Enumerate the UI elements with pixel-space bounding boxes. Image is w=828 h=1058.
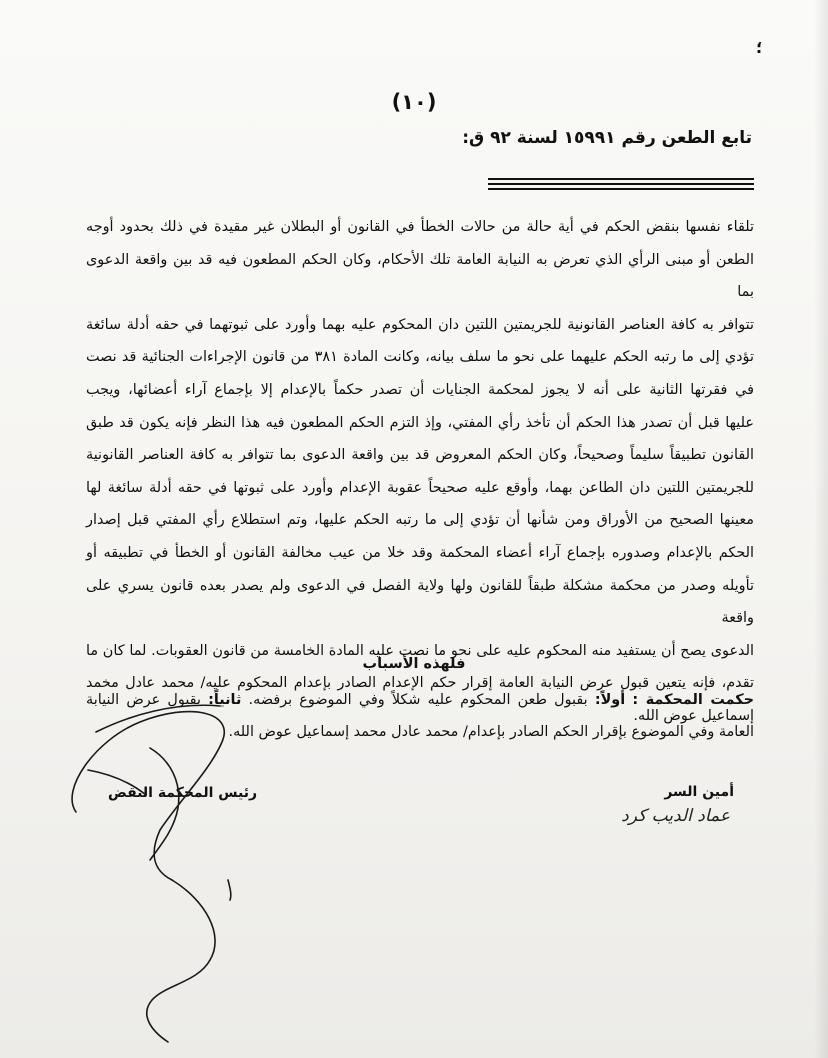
body-line: عليها قبل أن تصدر هذا الحكم أن تأخذ رأي المفتي، وإذ التزم الحكم المطعون فيه هذا النظر فإنه يكون قد طبق [86, 414, 754, 431]
body-line: الدعوى يصح أن يستفيد منه المحكوم عليه على نحو ما نصت عليه المادة الخامسة من قانون العقوبات. لما كان ما [86, 642, 754, 659]
signature-stroke [72, 712, 224, 880]
body-line: الحكم بالإعدام وصدوره بإجماع آراء أعضاء المحكمة وقد خلا من عيب مخالفة القانون أو الخطأ في تطبيقه أو [86, 544, 754, 561]
signature-stroke [228, 880, 231, 900]
body-line: الطعن أو مبنى الرأي الذي تعرض به النيابة العامة تلك الأحكام، وكان الحكم المطعون فيه قد بين واقعة الدعوى بما [86, 251, 754, 301]
secretary-title: أمين السر [664, 784, 734, 800]
ruling-first-text: بقبول طعن المحكوم عليه شكلاً وفي الموضوع برفضه. [248, 692, 588, 708]
body-line: القانون تطبيقاً سليماً وصحيحاً، وكان الحكم المعروض قد بين واقعة الدعوى بما تتوافر به كافة العناصر القانونية [86, 447, 754, 464]
signature-stroke [88, 770, 146, 795]
body-line: تؤدي إلى ما رتبه الحكم عليهما على نحو ما سلف بيانه، وكانت المادة ٣٨١ من قانون الإجراءات الجنائية قد نصت [86, 349, 754, 366]
body-line: في فقرتها الثانية على أنه لا يجوز لمحكمة الجنايات أن تصدر حكماً بالإعدام إلا بإجماع آراء أعضائها، ويجب [86, 381, 754, 398]
signature-stroke [150, 748, 179, 860]
body-line: تأويله وصدر من محكمة مشكلة طبقاً للقانون ولها ولاية الفصل في الدعوى ولم يصدر بعده قانون يسري على واقعة [86, 577, 754, 627]
signature-stroke [96, 705, 220, 732]
reasons-title: فلهذه الأسباب [362, 656, 466, 672]
ruling-second-label: ثانياً: [208, 692, 242, 708]
body-line: معينها الصحيح من الأوراق ومن شأنها أن تؤدي إلى ما رتبه الحكم عليها، وتم استطلاع رأي المفتي قبل إصدار [86, 512, 754, 529]
ruling-label: حكمت المحكمة : [632, 692, 755, 708]
signature-stroke [147, 880, 215, 1042]
secretary-handwritten-name: عماد الديب كرد [621, 806, 730, 826]
court-president-title: رئيس المحكمة النقض [108, 785, 258, 801]
case-reference-heading: تابع الطعن رقم ١٥٩٩١ لسنة ٩٢ ق: [462, 128, 752, 148]
body-line: تتوافر به كافة العناصر القانونية للجريمتين اللتين دان المحكوم عليه بهما وأورد على ثبوتهما في حقه أدلة سائغة [86, 316, 754, 333]
body-line: تقدم، فإنه يتعين قبول عرض النيابة العامة إقرار حكم الإعدام الصادر بإعدام المحكوم عليه/ محمد عادل مخمد [86, 675, 754, 692]
body-line: للجريمتين اللتين دان الطاعن بهما، وأوقع عليه صحيحاً عقوبة الإعدام وأورد على ثبوتها في حقه أدلة سائغة لها [86, 479, 754, 496]
body-line: إسماعيل عوض الله. [633, 707, 754, 724]
ruling-second-text: بقبول عرض النيابة العامة وفي الموضوع بإقرار الحكم الصادر بإعدام/ محمد عادل محمد إسماعيل عوض الله. [86, 692, 754, 740]
page-number: (١٠) [391, 90, 437, 114]
ruling-first-label: أولاً: [594, 692, 626, 708]
body-line: تلقاء نفسها بنقض الحكم في أية حالة من حالات الخطأ في القانون أو البطلان غير مقيدة في ذلك بحدود أوجه [86, 219, 754, 235]
corner-mark: ؛ [756, 38, 763, 57]
